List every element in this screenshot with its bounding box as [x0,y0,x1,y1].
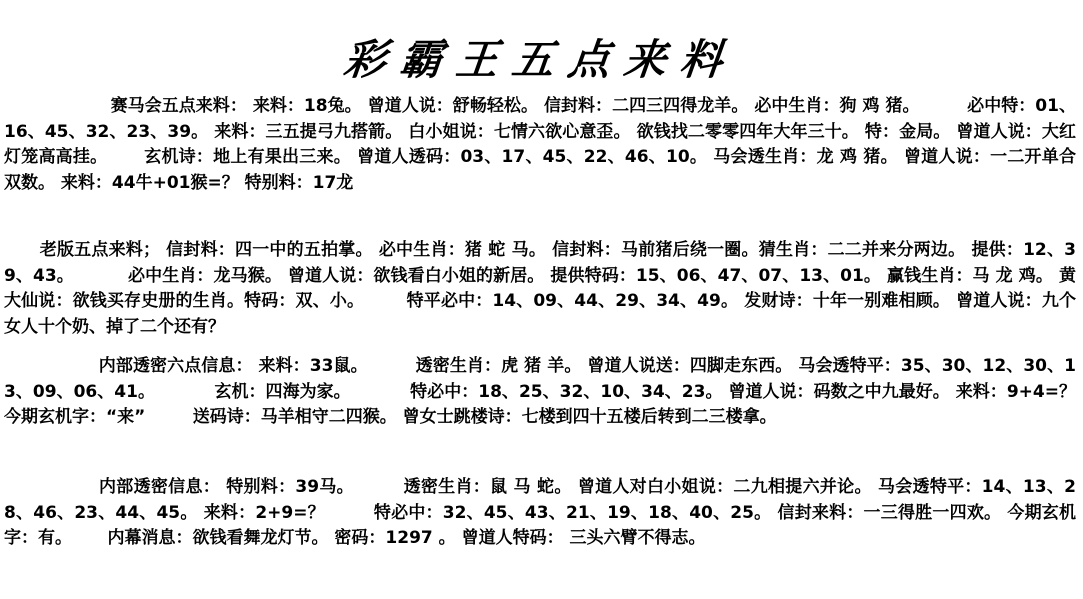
page-title: 彩霸王五点来料 [341,35,739,84]
paragraph-five-point-info [4,94,1076,196]
paragraph-internal-secret-info [4,475,1076,552]
paragraph-internal-six-point-info [4,354,1082,431]
paragraph-text: 内部透密六点信息： 来料：33鼠。 透密生肖：虎 猪 羊。 曾道人说送：四脚走东西。 马会透特平：35、30、12、30、13、09、06、41。 玄机：四海为家。 特必中：18、25、32、10、34、23。 曾道人说：码数之中九最好。 来料：9+4=？ 今期玄机字：“来” 送码诗：马羊相守二四猴。 曾女士跳楼诗：七楼到四十五楼后转到二三楼拿。 [4,356,1082,427]
paragraph-text: 老版五点来料； 信封料：四一中的五拍掌。 必中生肖：猪 蛇 马。 信封料：马前猪后绕一圈。猜生肖：二二并来分两边。 提供：12、39、43。 必中生肖：龙马猴。 曾道人说：欲钱看白小姐的新居。 提供特码：15、06、47、07、13、01。 赢钱生肖：马 龙 鸡。 黄大仙说：欲钱买存史册的生肖。特码：双、小。 特平必中：14、09、44、29、34、49。 发财诗：十年一别难相顾。 曾道人说：九个女人十个奶、掉了二个还有？ [4,240,1076,337]
paragraph-text: 赛马会五点来料： 来料：18兔。 曾道人说：舒畅轻松。 信封料：二四三四得龙羊。 必中生肖：狗 鸡 猪。 必中特：01、16、45、32、23、39。 来料：三五提弓九搭箭。 白小姐说：七情六欲心意歪。 欲钱找二零零四年大年三十。 特：金局。 曾道人说：大红灯笼高高挂。 玄机诗：地上有果出三来。 曾道人透码：03、17、45、22、46、10。 马会透生肖：龙 鸡 猪。 曾道人说：一二开单合双数。 来料：44牛+01猴=？ 特别料：17龙 [4,96,1076,193]
paragraph-indent [4,238,40,264]
paragraph-indent [4,354,99,380]
paragraph-indent [4,475,99,501]
paragraph-text: 内部透密信息： 特别料：39马。 透密生肖：鼠 马 蛇。 曾道人对白小姐说：二九相提六并论。 马会透特平：14、13、28、46、23、44、45。 来料：2+9=？ 特必中：32、45、43、21、19、18、40、25。 信封来料：一三得胜一四欢。 今期玄机字：有。 内幕消息：欲钱看舞龙灯节。 密码：1297 。 曾道人特码： 三头六臂不得志。 [4,477,1076,548]
paragraph-old-version-info [4,238,1076,340]
paragraph-indent [4,94,111,120]
